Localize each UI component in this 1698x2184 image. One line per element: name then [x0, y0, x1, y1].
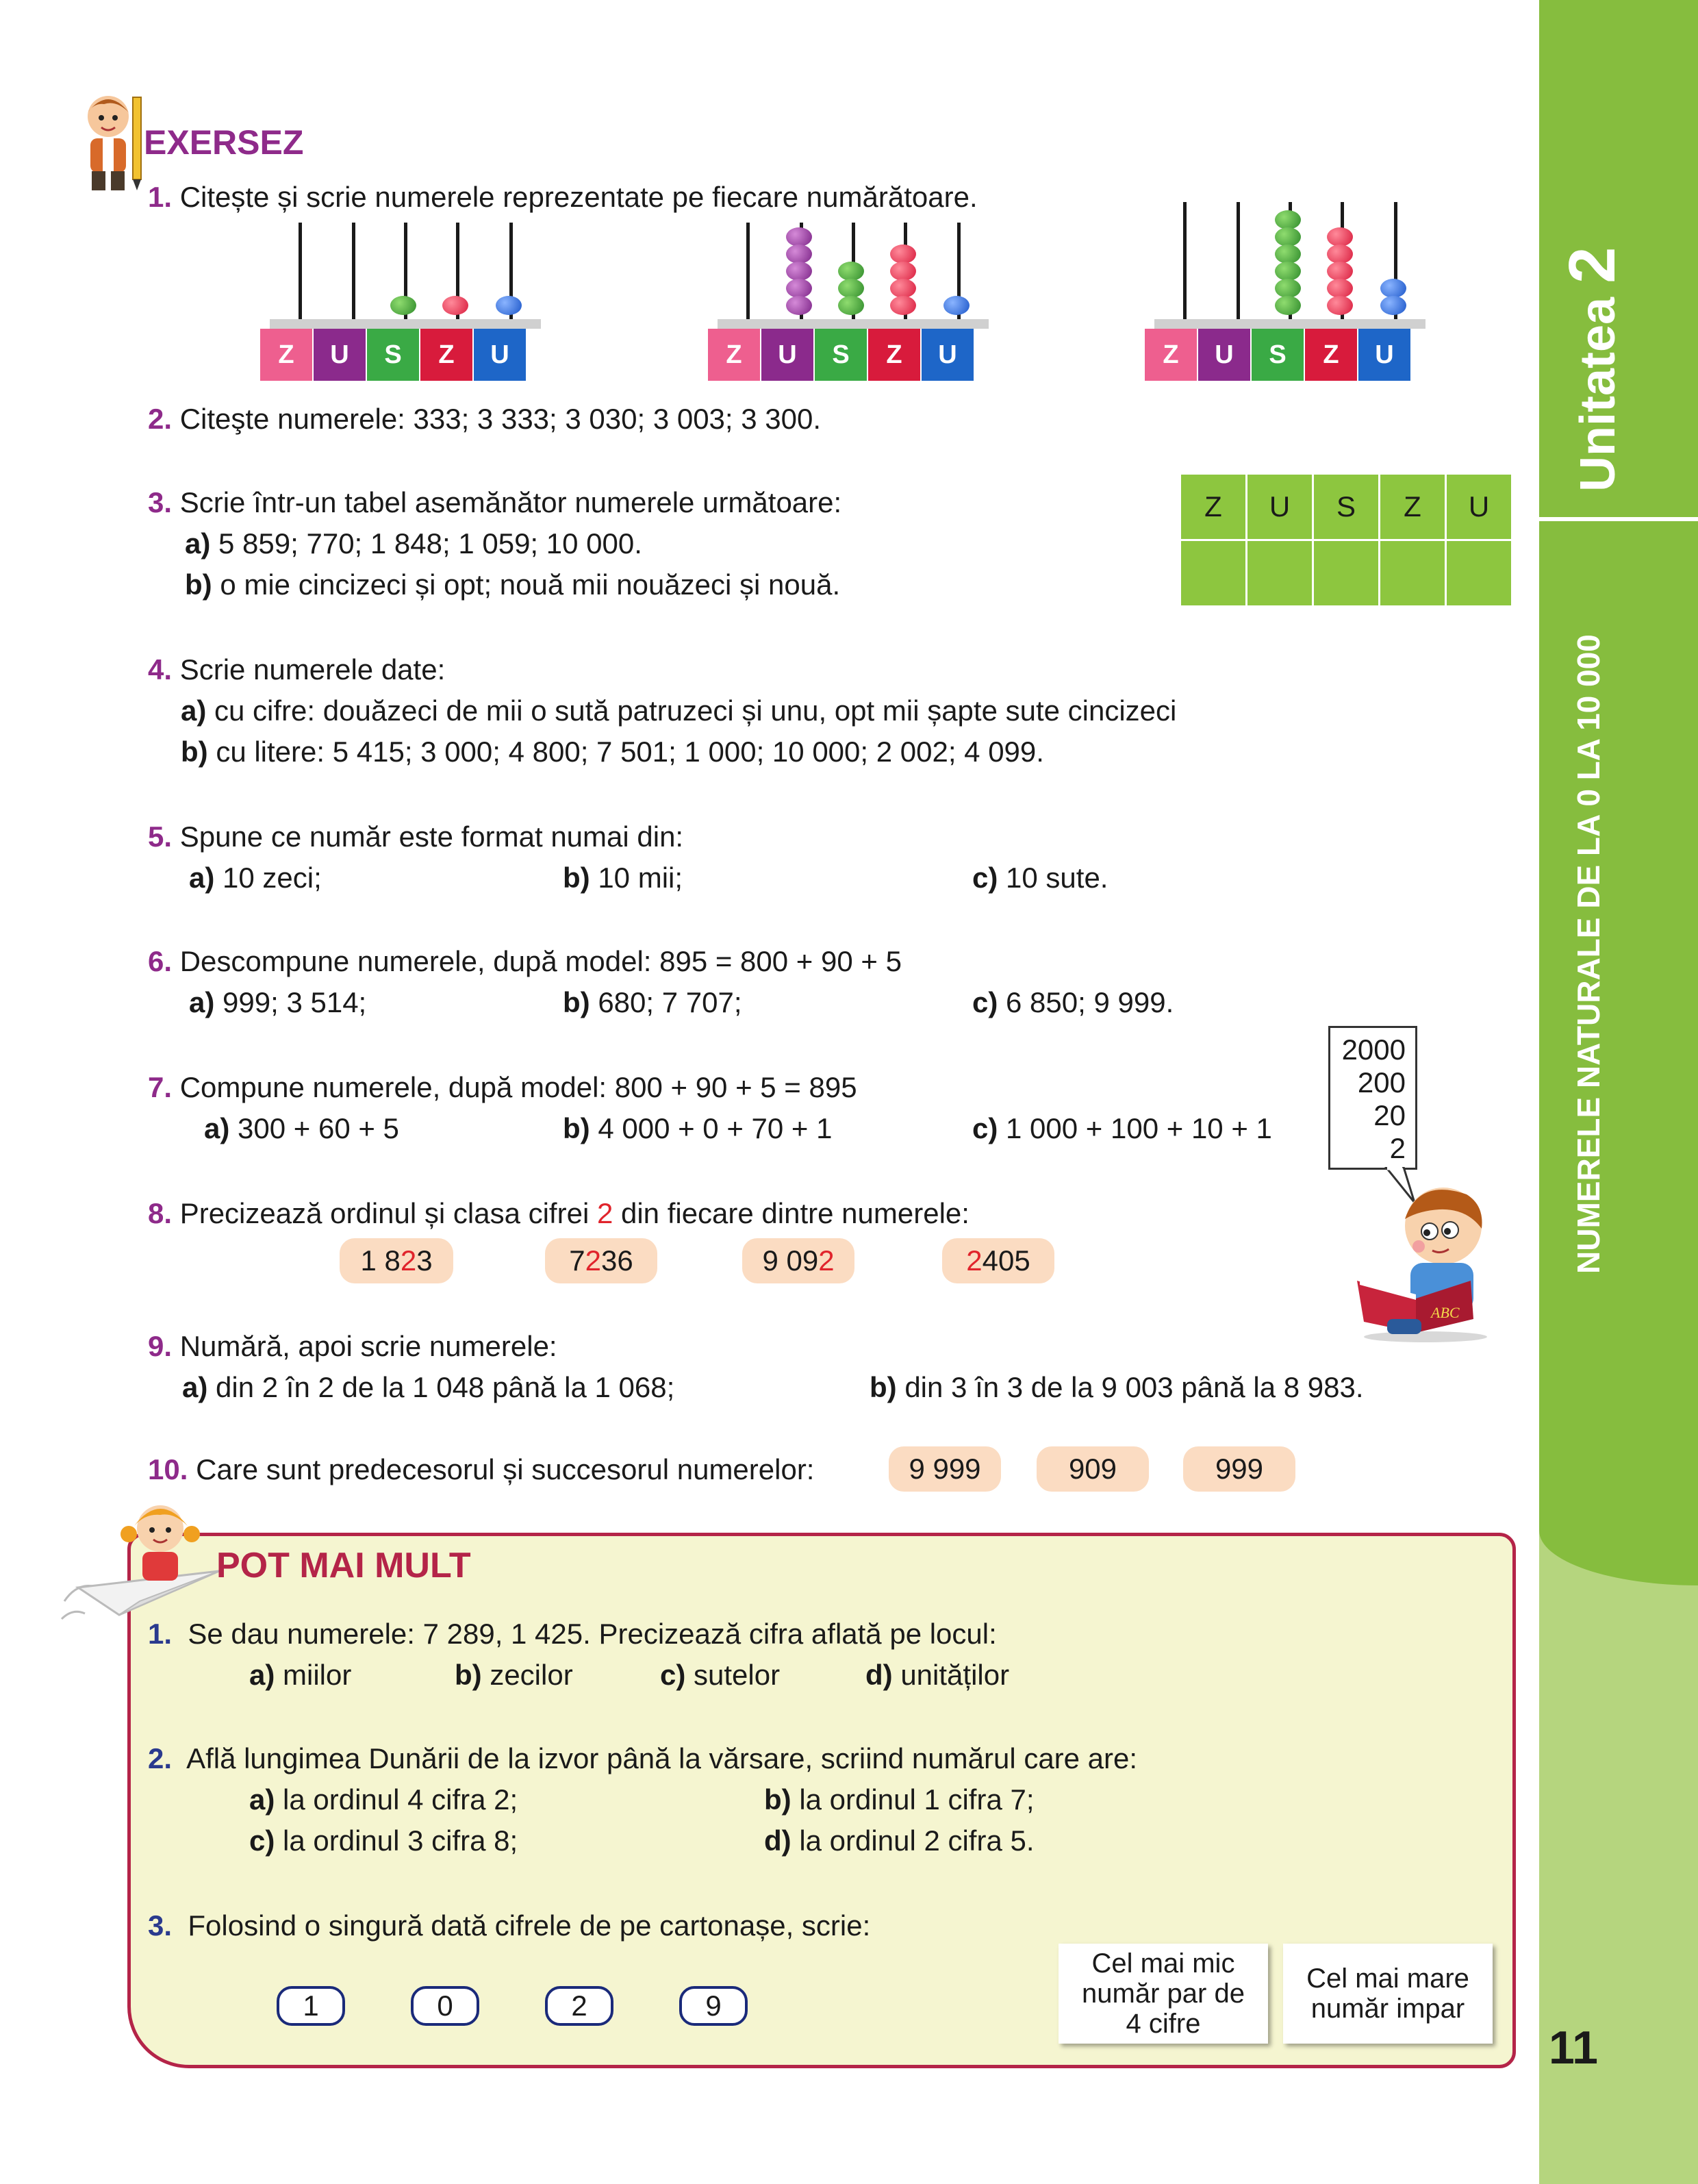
digit-card-9: 9 — [679, 1986, 748, 2026]
exercise-3a: a) 5 859; 770; 1 848; 1 059; 10 000. — [185, 527, 642, 560]
exercise-8: 8. Precizează ordinul și clasa cifrei 2 din fiecare dintre numerele: — [148, 1197, 970, 1229]
exercise-7c: c) 1 000 + 100 + 10 + 1 — [972, 1112, 1272, 1144]
exercise-3: 3. Scrie într-un tabel asemănător numerele următoare: — [148, 486, 842, 518]
number-pill-999: 999 — [1183, 1446, 1295, 1492]
exercise-2: 2. Citeşte numerele: 333; 3 333; 3 030; 3 003; 3 300. — [148, 403, 822, 435]
unit-label: Unitatea 2 — [1556, 247, 1629, 492]
exercise-6c: c) 6 850; 9 999. — [972, 986, 1174, 1018]
digit-card-0: 0 — [411, 1986, 479, 2026]
section-title: EXERSEZ — [144, 123, 304, 162]
challenge-1: 1. Se dau numerele: 7 289, 1 425. Precizează cifra aflată pe locul: — [148, 1618, 997, 1650]
abacus-3: Z U S Z U — [1145, 202, 1439, 390]
number-pill-909: 909 — [1037, 1446, 1149, 1492]
abacus-2: Z U S Z U — [708, 219, 996, 390]
exercise-1: 1. Citește și scrie numerele reprezentate pe fiecare numărătoare. — [148, 181, 978, 213]
exercise-9: 9. Numără, apoi scrie numerele: — [148, 1330, 557, 1362]
chapter-title: NUMERELE NATURALE DE LA 0 LA 10 000 — [1571, 634, 1606, 1274]
exercise-7a: a) 300 + 60 + 5 — [204, 1112, 399, 1144]
challenge-1b: b) zecilor — [455, 1659, 573, 1691]
smallest-even-number-box: Cel mai mic număr par de 4 cifre — [1059, 1944, 1268, 2044]
girl-paper-plane-illustration — [58, 1498, 222, 1629]
challenge-2c: c) la ordinul 3 cifra 8; — [249, 1824, 518, 1857]
challenge-2d: d) la ordinul 2 cifra 5. — [764, 1824, 1035, 1857]
exercise-5b: b) 10 mii; — [563, 862, 683, 894]
exercise-9a: a) din 2 în 2 de la 1 048 până la 1 068; — [182, 1371, 675, 1403]
number-pill-2405: 2 405 — [942, 1238, 1054, 1283]
number-pill-7236: 7 2 36 — [545, 1238, 657, 1283]
digit-card-1: 1 — [277, 1986, 345, 2026]
exercise-5: 5. Spune ce număr este format numai din: — [148, 820, 684, 853]
challenge-3: 3. Folosind o singură dată cifrele de pe cartonașe, scrie: — [148, 1909, 871, 1942]
challenge-2a: a) la ordinul 4 cifra 2; — [249, 1783, 518, 1816]
exercise-6b: b) 680; 7 707; — [563, 986, 742, 1018]
number-pill-9092: 9 09 2 — [742, 1238, 854, 1283]
side-band-divider — [1539, 517, 1698, 521]
exercise-7: 7. Compune numerele, după model: 800 + 90 + 5 = 895 — [148, 1071, 857, 1103]
side-band-dark — [1539, 0, 1698, 1585]
page-number: 11 — [1549, 2022, 1598, 2074]
place-value-table: Z U S Z U — [1179, 473, 1513, 610]
exercise-10: 10. Care sunt predecesorul și succesorul numerelor: — [148, 1453, 815, 1485]
exercise-6a: a) 999; 3 514; — [189, 986, 367, 1018]
challenge-1d: d) unităților — [865, 1659, 1010, 1691]
exercise-3b: b) o mie cincizeci și opt; nouă mii nouăzeci și nouă. — [185, 568, 841, 601]
challenge-1c: c) sutelor — [660, 1659, 781, 1691]
exercise-4b: b) cu litere: 5 415; 3 000; 4 800; 7 501; 1 000; 10 000; 2 002; 4 099. — [181, 736, 1044, 768]
svg-text:ABC: ABC — [1431, 1304, 1460, 1321]
challenge-2: 2. Află lungimea Dunării de la izvor până la vărsare, scriind numărul care are: — [148, 1742, 1138, 1774]
challenge-2b: b) la ordinul 1 cifra 7; — [764, 1783, 1035, 1816]
exercise-4: 4. Scrie numerele date: — [148, 653, 446, 686]
number-pill-1823: 1 8 2 3 — [340, 1238, 453, 1283]
number-pill-9999: 9 999 — [889, 1446, 1001, 1492]
exercise-7b: b) 4 000 + 0 + 70 + 1 — [563, 1112, 833, 1144]
exercise-5c: c) 10 sute. — [972, 862, 1108, 894]
digit-card-2: 2 — [545, 1986, 613, 2026]
pot-mai-mult-title: POT MAI MULT — [216, 1546, 471, 1585]
boy-pencil-illustration — [74, 90, 149, 193]
speech-bubble: 2000 200 20 2 — [1328, 1026, 1417, 1170]
boy-reading-illustration — [1350, 1178, 1494, 1342]
abacus-1: Z U S Z U — [260, 219, 548, 390]
exercise-9b: b) din 3 în 3 de la 9 003 până la 8 983. — [870, 1371, 1364, 1403]
exercise-4a: a) cu cifre: douăzeci de mii o sută patruzeci și unu, opt mii șapte sute cincizeci — [181, 694, 1177, 727]
challenge-1a: a) miilor — [249, 1659, 352, 1691]
exercise-5a: a) 10 zeci; — [189, 862, 322, 894]
exercise-6: 6. Descompune numerele, după model: 895 = 800 + 90 + 5 — [148, 945, 902, 977]
largest-odd-number-box: Cel mai mare număr impar — [1283, 1944, 1493, 2044]
